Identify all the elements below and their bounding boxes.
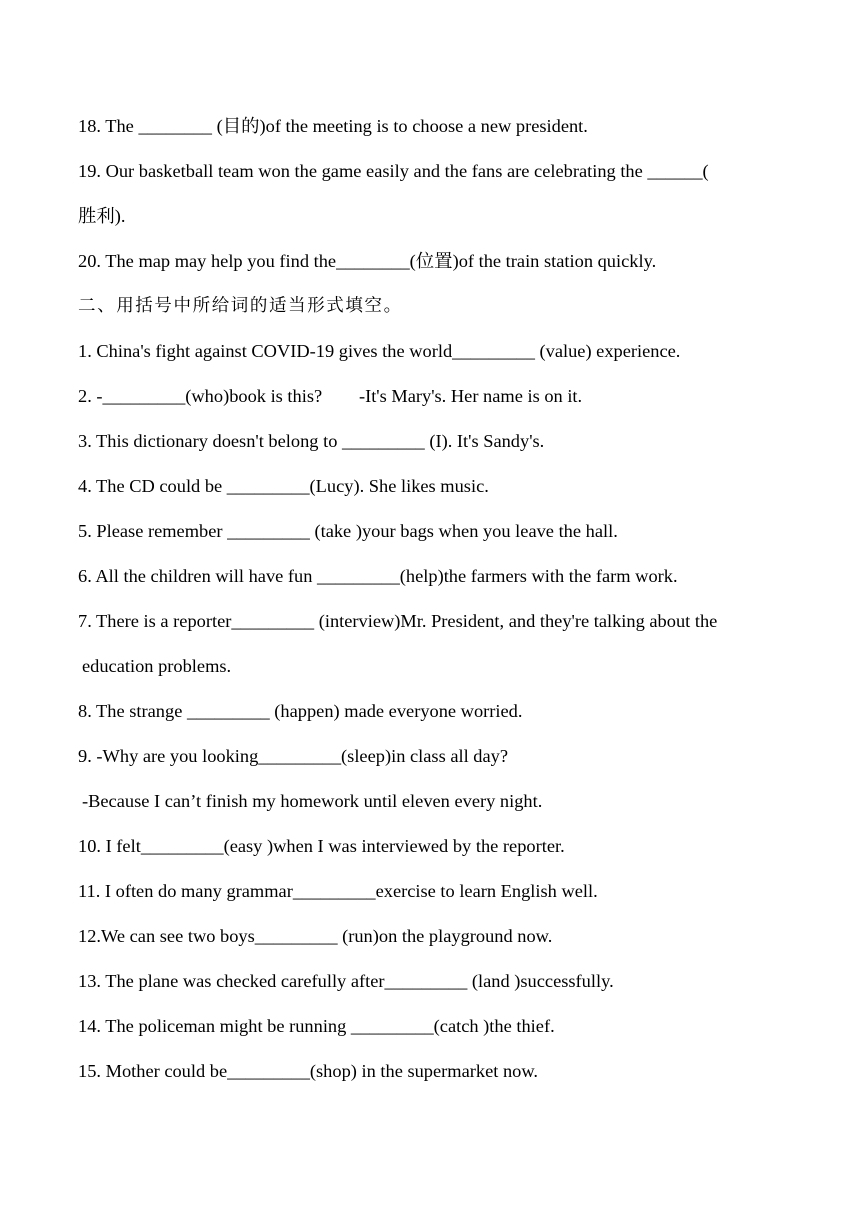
question-1: 1. China's fight against COVID-19 gives the world_________ (value) experience. [78, 341, 681, 361]
question-10: 10. I felt_________(easy )when I was interviewed by the reporter. [78, 836, 565, 856]
question-14: 14. The policeman might be running _________(catch )the thief. [78, 1016, 555, 1036]
question-5: 5. Please remember _________ (take )your bags when you leave the hall. [78, 521, 618, 541]
question-7-continued: education problems. [82, 656, 232, 676]
question-15: 15. Mother could be_________(shop) in the supermarket now. [78, 1061, 539, 1081]
question-2: 2. -_________(who)book is this? -It's Mary's. Her name is on it. [78, 386, 583, 406]
question-19: 19. Our basketball team won the game easily and the fans are celebrating the ______( [78, 161, 709, 181]
section-heading: 二、用括号中所给词的适当形式填空。 [78, 296, 403, 316]
question-18: 18. The ________ (目的)of the meeting is to choose a new president. [78, 116, 588, 136]
question-13: 13. The plane was checked carefully after_________ (land )successfully. [78, 971, 614, 991]
question-7: 7. There is a reporter_________ (interview)Mr. President, and they're talking about the [78, 611, 718, 631]
question-12: 12.We can see two boys_________ (run)on the playground now. [78, 926, 553, 946]
question-9-answer: -Because I can’t finish my homework until eleven every night. [82, 791, 543, 811]
question-9: 9. -Why are you looking_________(sleep)in class all day? [78, 746, 509, 766]
question-6: 6. All the children will have fun _________(help)the farmers with the farm work. [78, 566, 678, 586]
question-8: 8. The strange _________ (happen) made everyone worried. [78, 701, 523, 721]
question-19-continued: 胜利). [78, 206, 126, 226]
question-11: 11. I often do many grammar_________exercise to learn English well. [78, 881, 598, 901]
exercise-text [78, 104, 788, 1094]
question-20: 20. The map may help you find the________(位置)of the train station quickly. [78, 251, 657, 271]
question-4: 4. The CD could be _________(Lucy). She likes music. [78, 476, 489, 496]
question-3: 3. This dictionary doesn't belong to _________ (I). It's Sandy's. [78, 431, 545, 451]
